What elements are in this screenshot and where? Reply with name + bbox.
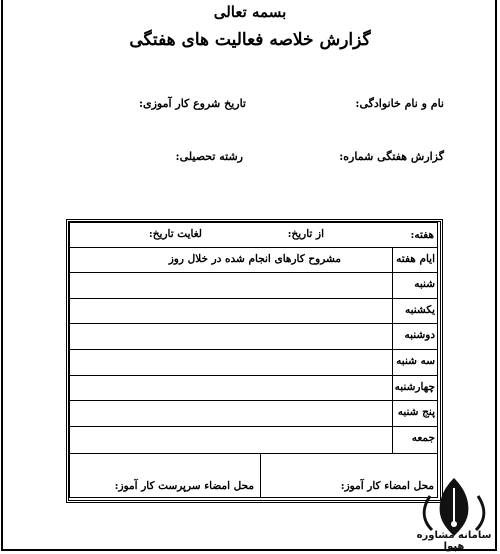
to-date-label: لغایت تاریخ: [148, 228, 202, 240]
header-basmala: بسمه تعالی [213, 3, 287, 21]
row-divider [69, 298, 438, 299]
from-date-label: از تاریخ: [287, 228, 324, 240]
watermark-text: سامانه مشاوره هپوا [416, 530, 492, 552]
day-friday: جمعه [411, 432, 435, 444]
row-divider [69, 349, 438, 350]
row-divider [69, 400, 438, 401]
name-field-label: نام و نام خانوادگی: [355, 97, 444, 110]
row-divider [69, 453, 438, 454]
row-divider [69, 247, 438, 248]
description-column-header: مشروح کارهای انجام شده در خلال روز [168, 253, 341, 265]
week-label: هفته: [410, 229, 434, 241]
row-divider [69, 272, 438, 273]
days-column-header: ایام هفته [396, 253, 435, 265]
signature-divider [260, 453, 261, 498]
row-divider [69, 323, 438, 324]
day-tuesday: سه شنبه [396, 355, 435, 367]
supervisor-signature-label: محل امضاء سرپرست کار آموز: [114, 480, 254, 492]
major-field-label: رشته تحصیلی: [175, 150, 243, 163]
row-divider [69, 375, 438, 376]
weekly-report-number-label: گزارش هفتگی شماره: [339, 150, 444, 163]
start-date-field-label: تاریخ شروع کار آموزی: [138, 97, 246, 110]
day-sunday: یکشنبه [404, 304, 435, 316]
trainee-signature-label: محل امضاء کار آموز: [340, 480, 434, 492]
day-thursday: پنج شنبه [397, 406, 435, 418]
row-divider [69, 426, 438, 427]
page-title: گزارش خلاصه فعالیت های هفتگی [129, 30, 371, 50]
day-wednesday: چهارشنبه [394, 381, 435, 393]
day-saturday: شنبه [414, 278, 435, 290]
day-monday: دوشنبه [404, 329, 435, 341]
